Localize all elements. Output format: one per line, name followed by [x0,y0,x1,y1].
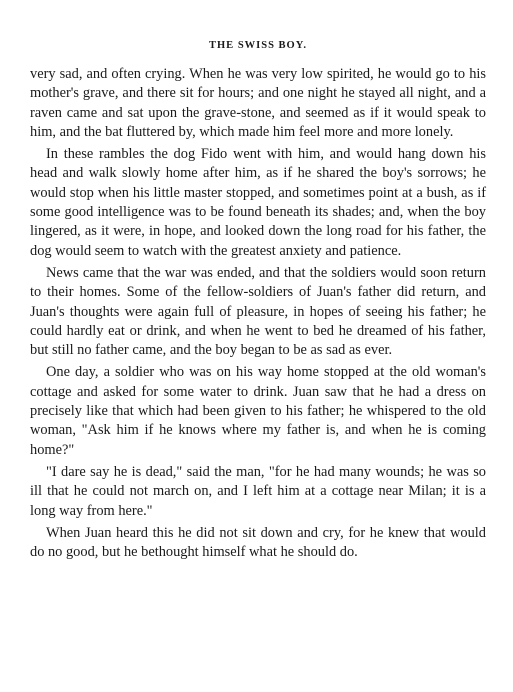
paragraph: One day, a soldier who was on his way home stopped at the old woman's cottage and asked for some water to drink. Juan saw that he had a dress on precisely like that which had been given to his father; he whispered to the old woman, "Ask him if he knows where my father is, and when he is coming home?" [30,364,486,458]
paragraph: "I dare say he is dead," said the man, "for he had many wounds; he was so ill that he could not march on, and I left him at a cottage near Milan; it is a long way from here." [30,463,486,519]
paragraph: When Juan heard this he did not sit down and cry, for he knew that would do no good, but he bethought himself what he should do. [30,524,486,561]
book-page [30,0,486,692]
paragraph: News came that the war was ended, and that the soldiers would soon return to their homes. Some of the fellow-soldiers of Juan's father did return, and Juan's thoughts were again full of pleasure, in hopes of seeing his father; he could hardly eat or drink, and when he went to bed he dreamed of his father, but still no father came, and the boy began to be as sad as ever. [30,264,486,359]
paragraph: In these rambles the dog Fido went with him, and would hang down his head and walk slowly home after him, as if he shared the boy's sorrows; he would stop when his little master stopped, and sometimes point at a bush, as if some good intelligence was to be found beneath its shades; and, when the boy lingered, as it were, in hope, and looked down the long road for his father, the dog would seem to watch with the greatest anxiety and patience. [30,146,486,259]
paragraph: very sad, and often crying. When he was very low spirited, he would go to his mother's grave, and there sit for hours; and one night he stayed all night, and a raven came and sat upon the grave-stone, and seemed as if it would speak to him, and the bat fluttered by, which made him feel more and more lonely. [30,66,486,140]
body-text [30,65,486,565]
running-head: THE SWISS BOY. [209,40,307,51]
